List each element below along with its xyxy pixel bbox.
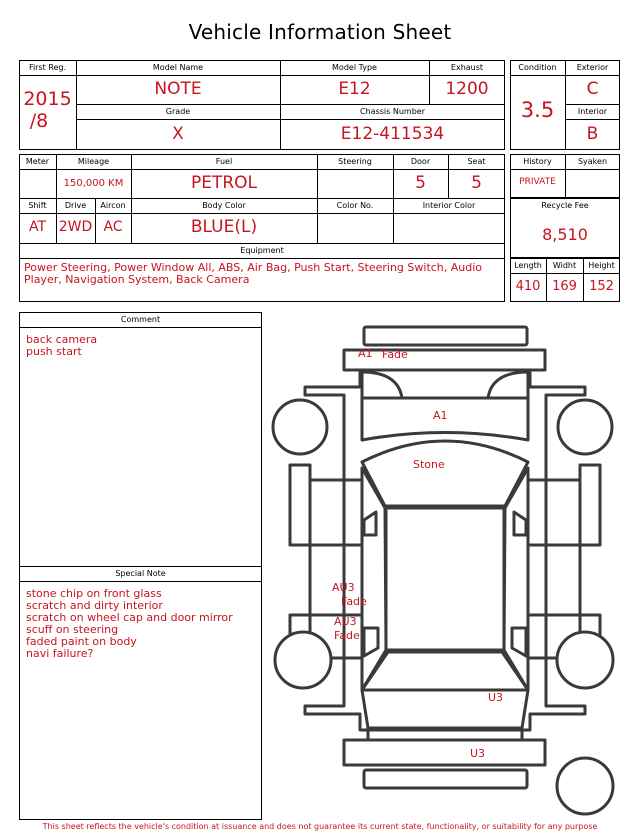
shift-value: AT: [28, 219, 47, 235]
mileage-value: 150,000 KM: [63, 178, 124, 189]
label-length: Length: [514, 261, 542, 270]
comment-line: push start: [26, 345, 82, 358]
label-seat: Seat: [467, 157, 486, 166]
label-exhaust: Exhaust: [450, 63, 484, 72]
chassis-value: E12-411534: [340, 124, 445, 144]
seat-value: 5: [471, 173, 482, 193]
label-mileage: Mileage: [77, 157, 110, 166]
label-comment: Comment: [120, 315, 161, 324]
model-type-value: E12: [338, 79, 371, 99]
damage-front-bumper-fade: Fade: [382, 348, 408, 361]
label-exterior: Exterior: [576, 63, 609, 72]
comment-line: back camera: [26, 333, 98, 346]
label-history: History: [523, 157, 552, 166]
length-value: 410: [515, 279, 541, 294]
sheet-title: Vehicle Information Sheet: [188, 20, 452, 44]
label-model-name: Model Name: [152, 63, 204, 72]
label-body-color: Body Color: [202, 201, 246, 210]
special-note-line: scratch and dirty interior: [26, 599, 163, 612]
model-name-value: NOTE: [154, 79, 202, 99]
wheel-rear-right-icon: [557, 632, 613, 688]
label-aircon: Aircon: [100, 201, 126, 210]
condition-value: 3.5: [520, 98, 555, 122]
grade-value: X: [172, 124, 184, 144]
damage-left-door-1-fade: Fade: [341, 595, 367, 608]
drive-value: 2WD: [58, 219, 93, 235]
label-special-note: Special Note: [115, 569, 166, 578]
exhaust-value: 1200: [445, 79, 489, 99]
label-grade: Grade: [165, 107, 191, 116]
spare-wheel-icon: [557, 758, 613, 814]
label-chassis: Chassis Number: [360, 107, 425, 116]
interior-value: B: [586, 124, 599, 144]
recycle-fee-value: 8,510: [542, 225, 588, 244]
label-meter: Meter: [25, 157, 50, 166]
label-recycle-fee: Recycle Fee: [541, 201, 589, 210]
label-interior: Interior: [577, 107, 608, 116]
aircon-value: AC: [103, 219, 123, 235]
special-note-line: faded paint on body: [26, 635, 137, 648]
first-reg-year: 2015: [23, 88, 72, 110]
label-fuel: Fuel: [215, 157, 233, 166]
label-door: Door: [410, 157, 431, 166]
damage-left-door-2-fade: Fade: [334, 629, 360, 642]
width-value: 169: [552, 279, 577, 294]
damage-left-door-2: AU3: [334, 615, 357, 628]
special-note-line: scratch on wheel cap and door mirror: [26, 611, 233, 624]
special-note-line: scuff on steering: [26, 623, 119, 636]
exterior-value: C: [586, 79, 599, 99]
damage-front-bumper: A1: [358, 347, 373, 360]
damage-rear-hatch: U3: [488, 691, 504, 704]
door-value: 5: [415, 173, 426, 193]
height-value: 152: [589, 279, 614, 294]
history-value: PRIVATE: [519, 177, 556, 187]
label-width: Widht: [552, 261, 577, 270]
label-drive: Drive: [64, 201, 87, 210]
body-color-value: BLUE(L): [190, 217, 258, 237]
label-height: Height: [588, 261, 615, 270]
wheel-rear-left-icon: [275, 632, 331, 688]
damage-left-door-1: AU3: [332, 581, 355, 594]
label-syaken: Syaken: [577, 157, 608, 166]
damage-windshield: Stone: [413, 458, 445, 471]
footer-disclaimer: This sheet reflects the vehicle's condition at issuance and does not guarantee its current state, functionality, or suitability for any purpose: [42, 822, 598, 831]
wheel-front-left-icon: [273, 400, 327, 454]
label-color-no: Color No.: [336, 201, 374, 210]
damage-rear-bumper: U3: [470, 747, 486, 760]
wheel-front-right-icon: [558, 400, 612, 454]
label-steering: Steering: [338, 157, 372, 166]
fuel-value: PETROL: [190, 173, 258, 193]
label-interior-color: Interior Color: [422, 201, 476, 210]
label-condition: Condition: [518, 63, 557, 72]
special-note-line: stone chip on front glass: [26, 587, 162, 600]
car-damage-diagram: [268, 318, 628, 818]
label-first-reg: First Reg.: [28, 63, 67, 72]
special-note-line: navi failure?: [26, 647, 94, 660]
label-shift: Shift: [28, 201, 47, 210]
label-model-type: Model Type: [332, 63, 377, 72]
damage-hood: A1: [433, 409, 448, 422]
equipment-text: Power Steering, Power Window All, ABS, Air Bag, Push Start, Steering Switch, Audio Player, Navigation System, Back Camera: [24, 261, 483, 286]
label-equipment: Equipment: [240, 246, 284, 255]
first-reg-month: /8: [29, 110, 49, 132]
